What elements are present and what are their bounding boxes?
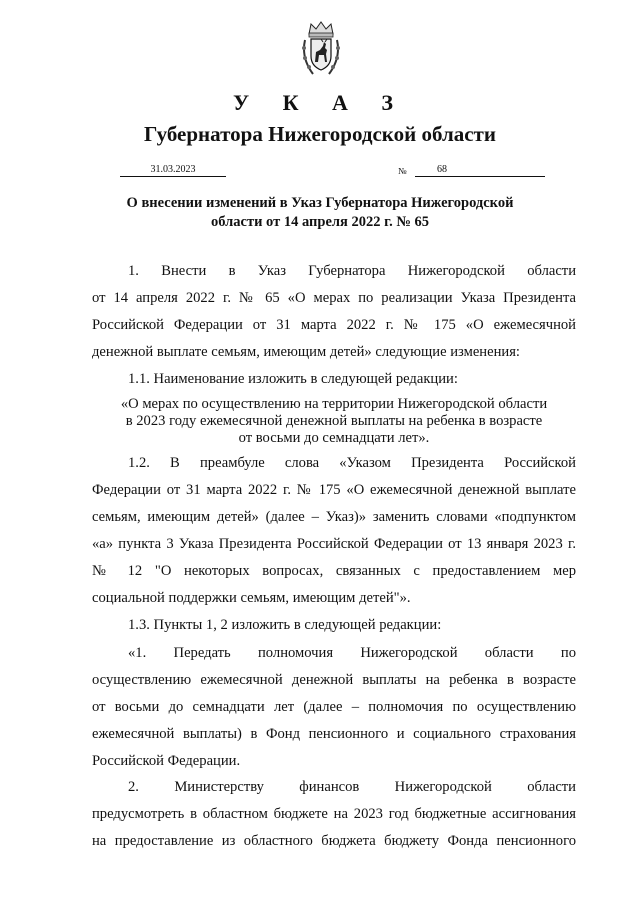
decree-date: 31.03.2023 xyxy=(120,164,226,177)
text-line: 1.2. В преамбуле слова «Указом Президента Российской xyxy=(128,455,576,471)
coat-of-arms-emblem xyxy=(301,20,341,78)
text-line: 1.1. Наименование изложить в следующей редакции: xyxy=(128,371,458,387)
text-line: 1.3. Пункты 1, 2 изложить в следующей редакции: xyxy=(128,617,442,633)
text-line: Российской Федерации. xyxy=(92,753,241,769)
quote-line: от восьми до семнадцати лет». xyxy=(238,430,430,446)
decree-number: 68 xyxy=(415,164,545,177)
text-line: Федерации от 31 марта 2022 г. № 175 «О ежемесячной денежной выплате xyxy=(92,482,576,498)
text-line: 2. Министерству финансов Нижегородской области xyxy=(128,779,576,795)
quote-line: «О мерах по осуществлению на территории Нижегородской области xyxy=(120,396,548,412)
quote-line: в 2023 году ежемесячной денежной выплаты на ребенка в возрасте xyxy=(125,413,543,429)
paragraph-1-1 xyxy=(92,366,576,393)
text-line: Российской Федерации от 31 марта 2022 г. № 175 «О ежемесячной xyxy=(92,317,576,333)
text-line: на предоставление из областного бюджета бюджету Фонда пенсионного xyxy=(92,833,576,849)
new-title-quote xyxy=(92,396,576,447)
paragraph-1-2 xyxy=(92,450,576,612)
paragraph-1 xyxy=(92,258,576,366)
text-line: ежемесячной выплаты) в Фонд пенсионного и социального страхования xyxy=(92,726,576,742)
text-line: от восьми до семнадцати лет (далее – полномочия по осуществлению xyxy=(92,699,576,715)
paragraph-1-3 xyxy=(92,612,576,639)
text-line: денежной выплате семьям, имеющим детей» следующие изменения: xyxy=(92,344,520,360)
text-line: предусмотреть в областном бюджете на 2023 год бюджетные ассигнования xyxy=(92,806,576,822)
heading-line: О внесении изменений в Указ Губернатора Нижегородской xyxy=(126,195,514,211)
paragraph-quoted-2 xyxy=(92,774,576,855)
heading-line: области от 14 апреля 2022 г. № 65 xyxy=(210,214,430,230)
text-line: от 14 апреля 2022 г. № 65 «О мерах по реализации Указа Президента xyxy=(92,290,576,306)
number-label: № xyxy=(398,166,407,176)
text-line: социальной поддержки семьям, имеющим детей"». xyxy=(92,590,411,606)
decree-title: У К А З xyxy=(232,90,408,115)
text-line: № 12 "О некоторых вопросах, связанных с предоставлением мер xyxy=(92,563,576,579)
text-line: «а» пункта 3 Указа Президента Российской Федерации от 13 января 2023 г. xyxy=(92,536,576,552)
paragraph-quoted-1 xyxy=(92,640,576,775)
text-line: осуществлению ежемесячной денежной выплаты на ребенка в возрасте xyxy=(92,672,576,688)
text-line: 1. Внести в Указ Губернатора Нижегородской области xyxy=(128,263,576,279)
decree-subtitle: Губернатора Нижегородской области xyxy=(144,122,496,146)
document-heading xyxy=(0,194,640,232)
text-line: «1. Передать полномочия Нижегородской области по xyxy=(128,645,576,661)
text-line: семьям, имеющим детей» (далее – Указ)» заменить словами «подпунктом xyxy=(92,509,576,525)
